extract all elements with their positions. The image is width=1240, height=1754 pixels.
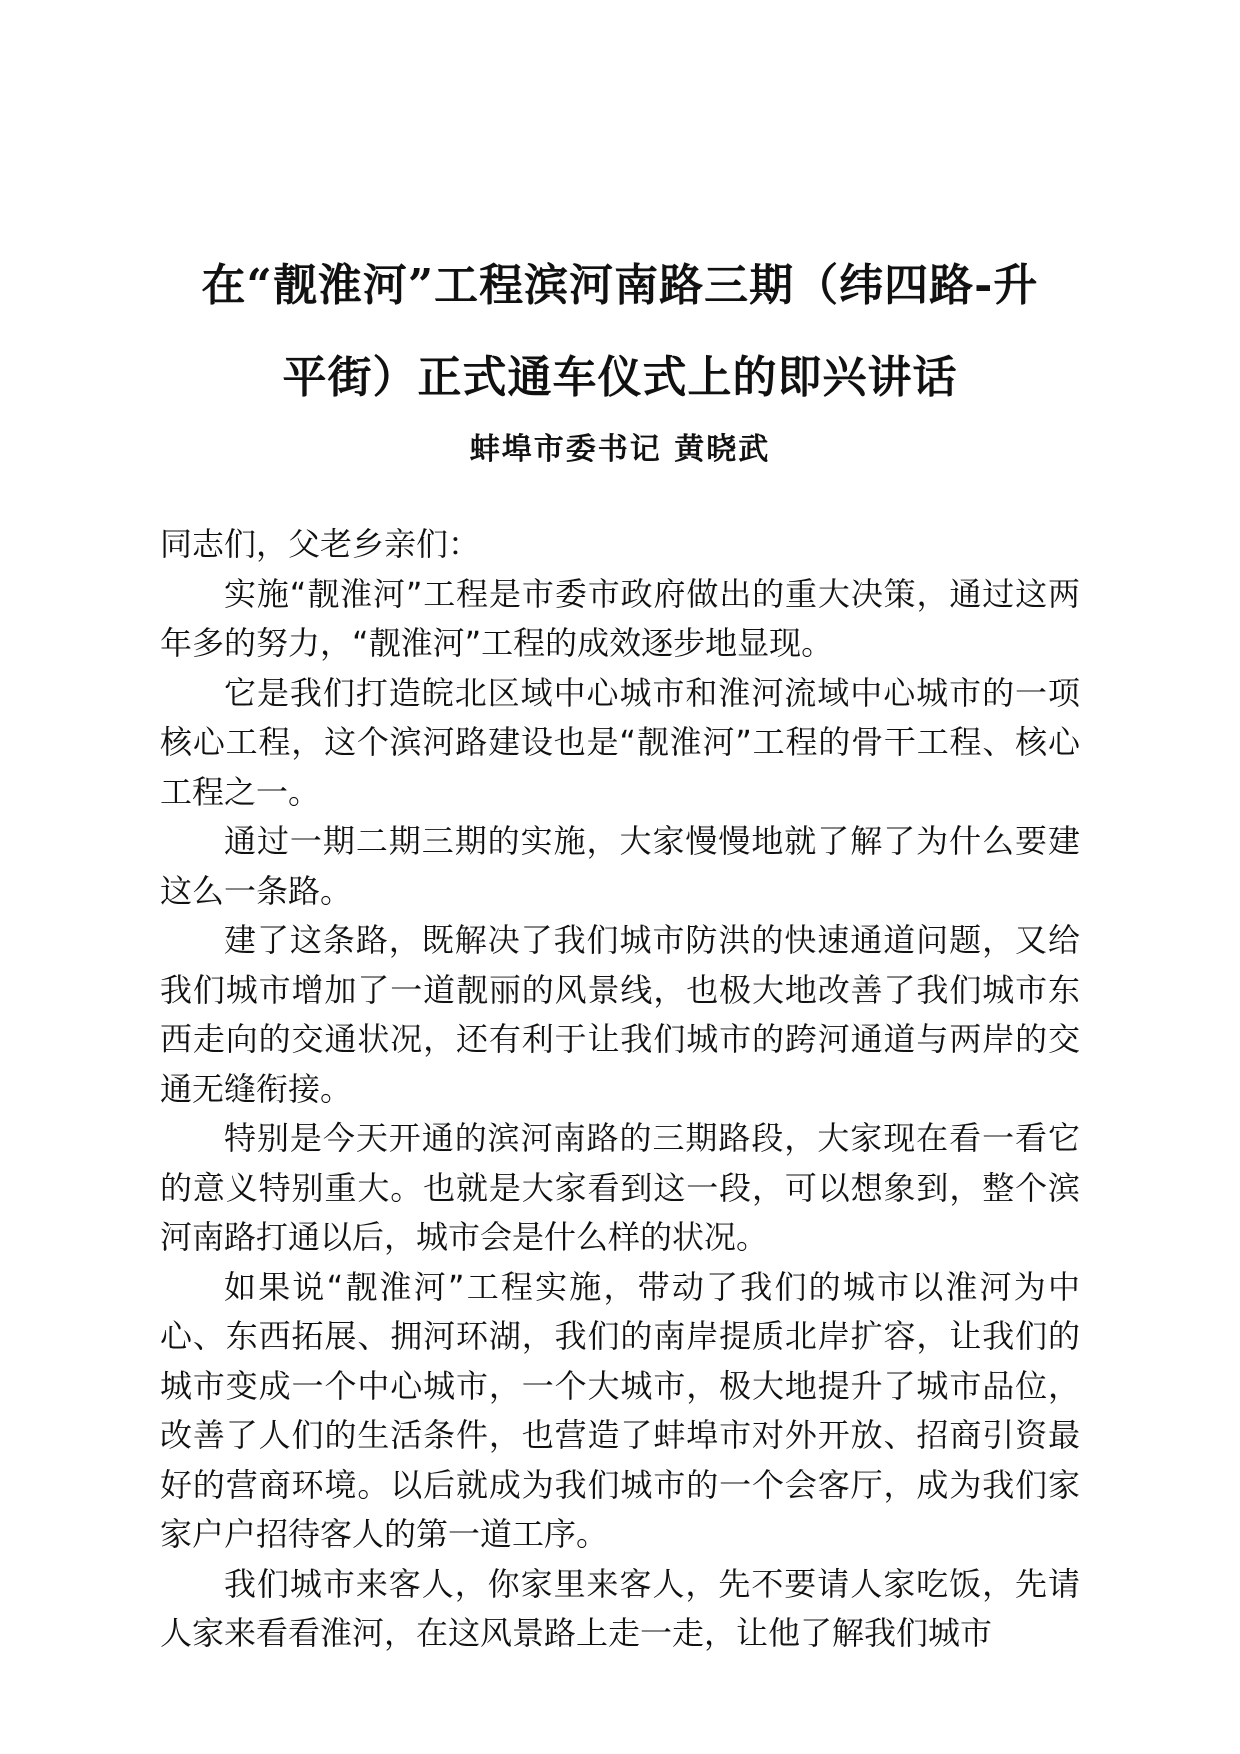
salutation: 同志们，父老乡亲们： xyxy=(160,525,481,563)
paragraph: 我们城市来客人，你家里来客人，先不要请人家吃饭，先请人家来看看淮河，在这风景路上走一走，让他了解我们城市 xyxy=(160,1564,1080,1652)
title-line-1: 在“靓淮河”工程滨河南路三期（纬四路-升 xyxy=(201,260,1039,311)
title-line-2: 平街）正式通车仪式上的即兴讲话 xyxy=(282,352,958,403)
paragraph: 如果说“靓淮河”工程实施，带动了我们的城市以淮河为中心、东西拓展、拥河环湖，我们的南岸提质北岸扩容，让我们的城市变成一个中心城市，一个大城市，极大地提升了城市品位，改善了人们的生活条件，也营造了蚌埠市对外开放、招商引资最好的营商环境。以后就成为我们城市的一个会客厅，成为我们家家户户招待客人的第一道工序。 xyxy=(160,1267,1080,1553)
author-line: 蚌埠市委书记 黄晓武 xyxy=(469,432,771,467)
paragraph: 建了这条路，既解决了我们城市防洪的快速通道问题，又给我们城市增加了一道靓丽的风景线，也极大地改善了我们城市东西走向的交通状况，还有利于让我们城市的跨河通道与两岸的交通无缝衔接。 xyxy=(160,921,1080,1108)
document-title xyxy=(140,240,1100,424)
paragraph: 它是我们打造皖北区域中心城市和淮河流域中心城市的一项核心工程，这个滨河路建设也是“靓淮河”工程的骨干工程、核心工程之一。 xyxy=(160,673,1080,811)
paragraph: 实施“靓淮河”工程是市委市政府做出的重大决策，通过这两年多的努力，“靓淮河”工程的成效逐步地显现。 xyxy=(160,574,1080,662)
paragraph: 特别是今天开通的滨河南路的三期路段，大家现在看一看它的意义特别重大。也就是大家看到这一段，可以想象到，整个滨河南路打通以后，城市会是什么样的状况。 xyxy=(160,1119,1080,1256)
speech-body xyxy=(160,520,1080,1659)
paragraph: 通过一期二期三期的实施，大家慢慢地就了解了为什么要建这么一条路。 xyxy=(160,822,1080,910)
